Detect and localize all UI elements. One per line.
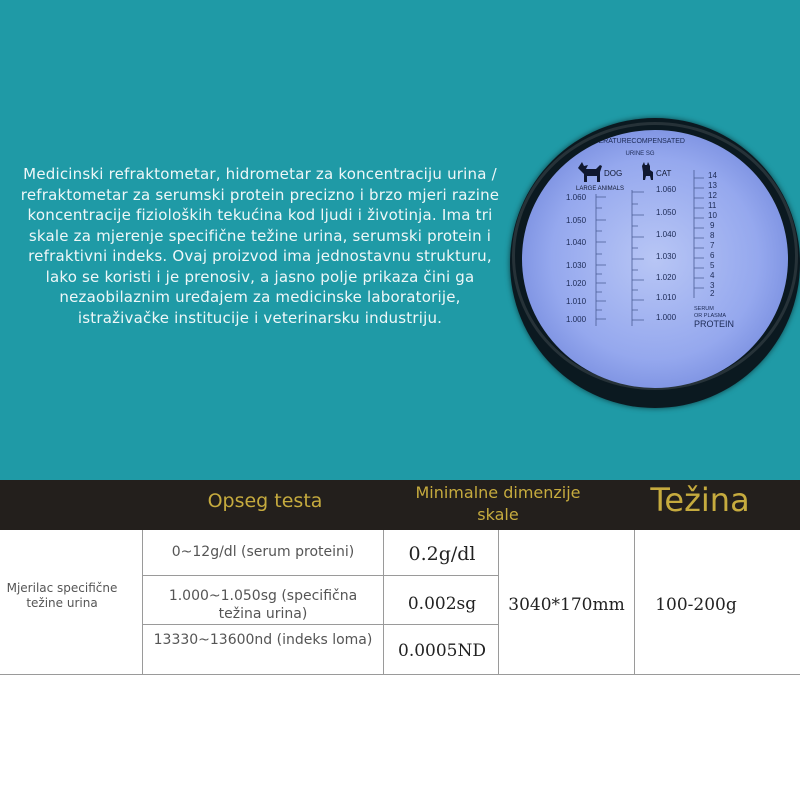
cat-scale-label: 1.050 [656,208,677,217]
protein-scale-label: 9 [710,221,715,230]
lens-title-line2: URINE SG [625,151,655,157]
cat-label: CAT [656,169,672,178]
min-scale-cell: 0.2g/dl [408,543,476,565]
dog-scale [566,193,587,324]
protein-scale-label: 10 [708,211,717,220]
dog-scale-label: 1.030 [566,261,587,270]
dog-icon [578,162,602,182]
product-description: Medicinski refraktometar, hidrometar za koncentraciju urina / refraktometar za serumski protein precizno i brzo mjeri razine koncentracije fizioloških tekućina kod ljudi i životinja. Ima tri skale za mjerenje specifične težine urina, serumski protein i refraktivni indeks. Ovaj proizvod ima jednostavnu strukturu, lako se koristi i je prenosiv, a jasno polje prikaza čini ga nezaobilaznim uređajem za medicinske laboratorije, istraživačke institucije i veterinarsku industriju. [20,165,500,327]
protein-scale-label: 11 [708,201,717,210]
protein-scale-label: 14 [708,171,717,180]
cat-scale-label: 1.010 [656,293,677,302]
protein-scale-label: 8 [710,231,715,240]
protein-label-serum: SERUM [694,306,714,312]
dog-scale-label: 1.020 [566,279,587,288]
cat-scale-label: 1.000 [656,313,677,322]
header-test-range: Opseg testa [207,490,323,512]
protein-label-protein: PROTEIN [694,319,735,329]
cat-scale-ticks [632,190,644,326]
dog-scale-label: 1.010 [566,297,587,306]
header-weight: Težina [650,481,750,519]
lens-title-line1: TEMPERATURECOMPENSATED [579,138,685,145]
protein-scale-label: 2 [710,289,715,298]
refractometer-scale-view [522,130,788,388]
dog-label: DOG [604,169,623,178]
protein-scale-label: 7 [710,241,715,250]
dog-scale-label: 1.040 [566,238,587,247]
protein-scale-label: 3 [710,281,715,290]
protein-scale-label: 4 [710,271,715,280]
range-cell: 0~12g/dl (serum proteini) [171,544,355,560]
row-label: Mjerilac specifične težine urina [6,581,118,610]
header-min-scale-line2: skale [477,505,519,524]
header-min-scale [393,482,603,526]
protein-scale-label: 5 [710,261,715,270]
cat-scale [656,185,677,322]
protein-label-plasma: OR PLASMA [694,313,727,319]
dog-scale-ticks [596,194,606,326]
protein-scale-label: 13 [708,181,717,190]
cat-scale-label: 1.020 [656,273,677,282]
dog-scale-label: 1.050 [566,216,587,225]
weight-cell: 100-200g [655,595,737,615]
protein-scale [708,171,717,298]
protein-scale-label: 12 [708,191,717,200]
dimensions-cell: 3040*170mm [508,595,625,615]
dog-sub-label: LARGE ANIMALS [576,186,625,192]
range-cell: 1.000~1.050sg (specifična težina urina) [168,588,358,622]
dog-scale-label: 1.060 [566,193,587,202]
cat-icon [642,162,653,180]
cat-scale-label: 1.040 [656,230,677,239]
header-min-scale-line1: Minimalne dimenzije [415,483,581,502]
cat-scale-label: 1.060 [656,185,677,194]
cat-scale-label: 1.030 [656,252,677,261]
protein-scale-ticks [694,170,704,298]
min-scale-cell: 0.0005ND [398,641,486,661]
protein-scale-label: 6 [710,251,715,260]
min-scale-cell: 0.002sg [407,594,477,614]
range-cell: 13330~13600nd (indeks loma) [153,632,373,648]
dog-scale-label: 1.000 [566,315,587,324]
